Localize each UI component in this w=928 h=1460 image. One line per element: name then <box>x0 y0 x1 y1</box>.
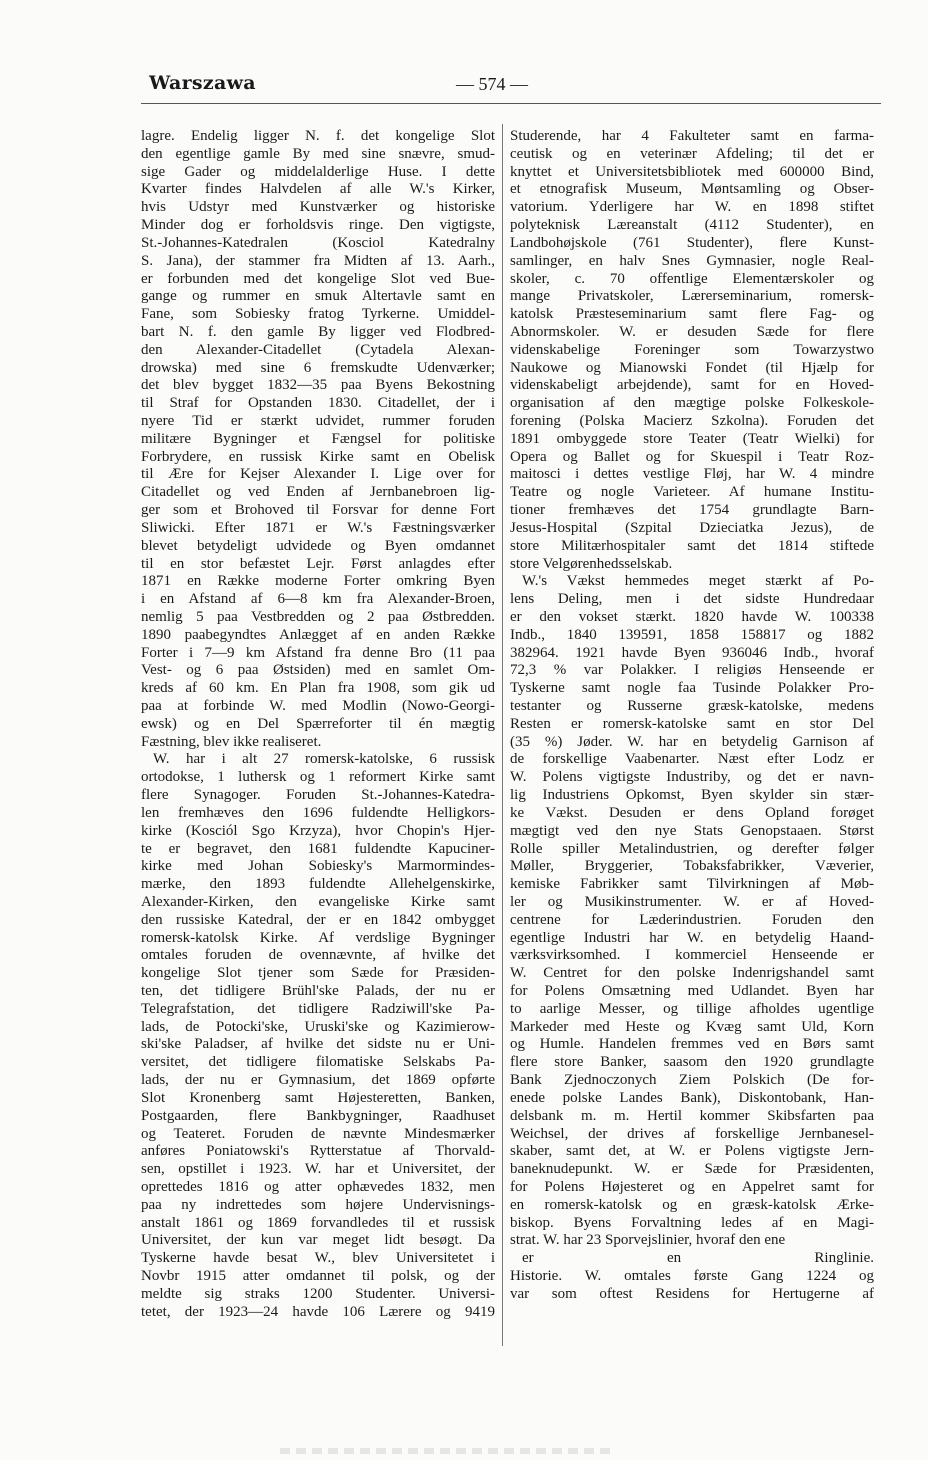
text-line: Studerende, har 4 Fakulteter samt en farma- <box>510 128 874 144</box>
text-line: det blev bygget 1832—35 paa Byens Bekostning <box>141 377 495 394</box>
text-line: Slot Kronenberg samt Højesteretten, Banken, <box>141 1089 495 1106</box>
text-line: Indb., 1840 139591, 1858 158817 og 1882 <box>510 626 874 643</box>
text-line: ewsk) og en Del Spærreforter til én mægtig <box>141 715 495 732</box>
text-line: skoler, c. 70 offentlige Elementærskoler og <box>510 270 874 287</box>
text-line: S. Jana), der stammer fra Midten af 13. Aarh., <box>141 252 495 269</box>
text-line: Forter i 7—9 km Afstand fra denne Bro (11 paa <box>141 644 495 661</box>
text-line: Minder dog er forholdsvis ringe. Den vigtigste, <box>141 217 495 234</box>
text-line: lads, de Potocki'ske, Uruski'ske og Kazimierow- <box>141 1018 495 1035</box>
header-rule <box>141 103 881 104</box>
text-line: flere Synagoger. Foruden St.-Johannes-Katedra- <box>141 787 495 804</box>
text-line: sige Gader og middelalderlige Huse. I dette <box>141 163 495 180</box>
text-line: polyteknisk Læreanstalt (4112 Studenter), en <box>510 217 874 234</box>
text-line: Rolle spiller Metalindustrien, og derefter følger <box>510 840 874 857</box>
text-line: bart N. f. den gamle By ligger ved Flodbred- <box>141 323 495 340</box>
paragraph-start-line: W. har i alt 27 romersk-katolske, 6 russisk <box>153 751 495 768</box>
text-line: omtales foruden de ovennævnte, af hvilke det <box>141 947 495 964</box>
text-line: oprettedes 1816 og atter ophævedes 1832, men <box>141 1178 495 1195</box>
page-title: Warszawa <box>149 72 256 94</box>
text-line: 1871 en Række moderne Forter omkring Byen <box>141 573 495 590</box>
text-line: baneknudepunkt. W. er Sæde for Præsidenten, <box>510 1161 874 1178</box>
paragraph-start-line: W.'s Vækst hemmedes meget stærkt af Po- <box>522 573 874 590</box>
text-line: i en Afstand af 6—8 km fra Alexander-Broen, <box>141 591 495 608</box>
text-line: for Polens Højesteret og en Appelret samt for <box>510 1178 874 1195</box>
text-line: kreds af 60 km. En Plan fra 1908, som gik ud <box>141 680 495 697</box>
text-line: videnskabeligt arbejdende), samt for en Hoved- <box>510 377 874 394</box>
text-line: lens Deling, men i det sidste Hundredaar <box>510 591 874 608</box>
text-line: W. Centret for den polske Indenrigshandel samt <box>510 965 874 982</box>
text-line: katolsk Præsteseminarium samt flere Fag- og <box>510 306 874 323</box>
running-head <box>141 70 881 100</box>
text-line: maitosci i dettes vestlige Fløj, har W. 4 mindre <box>510 466 874 483</box>
text-line: 72,3 % var Polakker. I religiøs Henseende er <box>510 662 874 679</box>
column-divider <box>502 124 503 1346</box>
text-line: skaber, samt det, at W. er Polens vigtigste Jern- <box>510 1143 874 1160</box>
text-line: 1891 ombyggede store Teater (Teatr Wielki) for <box>510 430 874 447</box>
text-line: paa ny indrettedes som højere Undervisnings- <box>141 1196 495 1213</box>
text-line: værksvirksomhed. I kommerciel Henseende er <box>510 947 874 964</box>
page-number: — 574 — <box>456 74 528 94</box>
text-line: Abnormskoler. W. er desuden Sæde for flere <box>510 323 874 340</box>
text-line: en romersk-katolsk og en græsk-katolsk Ærke- <box>510 1196 874 1213</box>
text-line: biskop. Byens Forvaltning ledes af en Magi- <box>510 1214 874 1231</box>
text-line: vatorium. Yderligere har W. en 1898 stiftet <box>510 199 874 216</box>
text-line: Tyskerne havde besat W., blev Universitetet i <box>141 1250 495 1267</box>
text-line: Fæstning, blev ikke realiseret. <box>141 733 322 750</box>
text-line: de forskellige Vaabenarter. Næst efter Lodz er <box>510 751 874 768</box>
text-line: Citadellet og ved Enden af Jernbanebroen lig- <box>141 484 495 501</box>
text-line: mange Privatskoler, Lærerseminarium, romersk- <box>510 288 874 305</box>
text-line: Weichsel, der drives af forskellige Jernbanesel- <box>510 1125 874 1142</box>
text-line: til en stor befæstet Lejr. Først anlagdes efter <box>141 555 495 572</box>
text-line: enede polske Landes Bank), Diskontobank, Han- <box>510 1089 874 1106</box>
text-line: Naukowe og Mianowski Fondet (til Hjælp for <box>510 359 874 376</box>
text-line: ten, det tidligere Brühl'ske Palads, der nu er <box>141 983 495 999</box>
text-line: tioner fremhæves det 1754 grundlagte Barn- <box>510 502 874 519</box>
text-line: egentlige Industri har W. en betydelig Haand- <box>510 929 874 946</box>
text-line: Historie. W. omtales første Gang 1224 og <box>510 1268 874 1284</box>
text-line: testanter og Russerne græsk-katolske, medens <box>510 698 874 714</box>
text-line: nyere Tid er stærkt udvidet, rummer foruden <box>141 413 495 429</box>
text-line: paa at forbinde W. med Modlin (Nowo-Georgi- <box>141 698 495 714</box>
text-line: strat. W. har 23 Sporvejslinier, hvoraf den ene <box>510 1232 786 1249</box>
text-line: videnskabelige Foreninger som Towarzystwo <box>510 341 874 358</box>
text-line: kirke med Johan Sobiesky's Marmormindes- <box>141 858 495 875</box>
text-line: Vest- og 6 paa Østsiden) med en samlet Om- <box>141 662 495 679</box>
text-line: versitet, det tidligere filomatiske Selskabs Pa- <box>141 1054 495 1071</box>
text-line: Resten er romersk-katolske samt en stor Del <box>510 715 874 732</box>
text-line: store Militærhospitaler samt det 1814 stiftede <box>510 537 874 554</box>
text-line: gange og rummer en smuk Altertavle samt en <box>141 288 495 305</box>
text-line: tetet, der 1923—24 havde 106 Lærere og 9419 <box>141 1303 495 1320</box>
text-line: delsbank m. m. Hertil kommer Skibsfarten paa <box>510 1107 874 1124</box>
bleed-through-smudge <box>280 1448 610 1454</box>
text-line: og Teateret. Foruden de nævnte Mindesmærker <box>141 1125 495 1142</box>
text-line: samlinger, en halv Snes Gymnasier, nogle Real- <box>510 252 874 269</box>
text-line: anføres Poniatowski's Rytterstatue af Thorvald- <box>141 1143 495 1160</box>
text-line: til Ære for Kejser Alexander I. Lige over for <box>141 466 495 483</box>
text-line: nemlig 5 paa Vestbredden og 2 paa Østbredden. <box>141 608 495 625</box>
text-line: lig Industriens Opkomst, Byen skylder sin stær- <box>510 787 874 804</box>
text-line: drowska) med sine 6 fremskudte Udenværker; <box>141 359 495 376</box>
text-line: ortodokse, 1 luthersk og 1 reformert Kirke samt <box>141 769 495 786</box>
text-line: lads, der nu er Gymnasium, det 1869 opførte <box>141 1072 495 1089</box>
text-line: militære Bygninger et Fængsel for politiske <box>141 430 495 447</box>
text-line: te er begravet, den 1681 fuldendte Kapuciner- <box>141 840 495 857</box>
text-line: for Polens Omsætning med Udlandet. Byen har <box>510 983 874 999</box>
text-line: kongelige Slot tjener som Sæde for Præsiden- <box>141 965 495 982</box>
text-line: lagre. Endelig ligger N. f. det kongelige Slot <box>141 128 495 144</box>
text-line: flere store Banker, saasom den 1920 grundlagte <box>510 1054 874 1071</box>
text-line: Forbrydere, en russisk Kirke samt en Obelisk <box>141 448 495 465</box>
right-column <box>510 128 874 1304</box>
text-line: ger som et Brohoved til Forsvar for denne Fort <box>141 502 495 519</box>
text-line: 1890 paabegyndtes Anlægget af en anden Række <box>141 626 495 643</box>
text-line: er forbunden med det kongelige Slot ved Bue- <box>141 270 495 287</box>
text-line: ski'ske Paladser, af hvilke det sidste nu er Uni- <box>141 1036 495 1053</box>
text-line: knyttet et Universitetsbibliotek med 600000 Bind, <box>510 163 874 180</box>
text-line: og Humle. Handelen fremmes ved en Børs samt <box>510 1036 874 1053</box>
text-line: ler og Musikinstrumenter. W. er af Hoved- <box>510 893 874 910</box>
text-line: centrene for Læderindustrien. Foruden den <box>510 911 874 928</box>
text-line: Universitet, der kun var meget lidt besøgt. Da <box>141 1232 495 1249</box>
text-line: Tyskerne samt nogle faa Tusinde Polakker Pro- <box>510 680 874 697</box>
text-line: Bank Zjednoczonych Ziem Polskich (De for- <box>510 1072 874 1089</box>
text-line: to aarlige Messer, og tillige afholdes ugentlige <box>510 1000 874 1017</box>
text-line: anstalt 1861 og 1869 forvandledes til et russisk <box>141 1214 495 1231</box>
text-line: den russiske Katedral, der er en 1842 ombygget <box>141 911 495 928</box>
text-line: W. Polens vigtigste Industriby, og det er navn- <box>510 769 874 786</box>
text-line: mærke, den 1893 fuldendte Allehelgenskirke, <box>141 876 495 893</box>
text-line: Novbr 1915 atter omdannet til polsk, og der <box>141 1268 495 1284</box>
text-line: Møller, Bryggerier, Tobaksfabrikker, Væverier, <box>510 858 874 875</box>
text-line: organisation af den mægtige polske Folkeskole- <box>510 395 874 412</box>
text-line: var som oftest Residens for Hertugerne af <box>510 1285 874 1302</box>
text-line: til Straf for Opstanden 1830. Citadellet, der i <box>141 395 495 412</box>
text-line: Jesus-Hospital (Szpital Dzieciatka Jezus), de <box>510 519 874 536</box>
text-line: kirke (Kosciól Sgo Krzyza), hvor Chopin's Hjer- <box>141 822 495 839</box>
text-line: store Velgørenhedsselskab. <box>510 555 673 572</box>
text-line: Teatre og nogle Varieteer. Af humane Institu- <box>510 484 874 501</box>
text-line: et etnografisk Museum, Møntsamling og Obser- <box>510 181 874 198</box>
text-line: den Alexander-Citadellet (Cytadela Alexan- <box>141 341 495 358</box>
text-line: Landbohøjskole (761 Studenter), flere Kunst- <box>510 234 874 251</box>
text-line: forening (Polska Macierz Szkolna). Foruden det <box>510 413 874 429</box>
text-line: blevet betydeligt udvidede og Byen omdannet <box>141 537 495 554</box>
text-line: Sliwicki. Efter 1871 er W.'s Fæstningsværker <box>141 519 495 536</box>
text-line: St.-Johannes-Katedralen (Kosciol Katedralny <box>141 234 495 251</box>
text-line: romersk-katolsk Kirke. Af verdslige Bygninger <box>141 929 495 946</box>
text-line: (35 %) Jøder. W. har en betydelig Garnison af <box>510 733 874 750</box>
text-line: Markeder med Heste og Kvæg samt Uld, Korn <box>510 1018 874 1035</box>
text-line: len fremhæves den 1696 fuldendte Helligkors- <box>141 804 495 821</box>
text-line: Postgaarden, flere Bankbygninger, Raadhuset <box>141 1107 495 1124</box>
text-line: Fane, som Sobiesky fratog Tyrkerne. Umiddel- <box>141 306 495 323</box>
text-line: hvis Udstyr med Kunstværker og historiske <box>141 199 495 216</box>
text-line: Alexander-Kirken, den evangeliske Kirke samt <box>141 893 495 910</box>
text-line: er den vokset stærkt. 1820 havde W. 100338 <box>510 608 874 625</box>
text-line: meldte sig straks 1200 Studenter. Universi- <box>141 1285 495 1302</box>
text-line: den egentlige gamle By med sine snævre, smud- <box>141 145 495 162</box>
paragraph-start-line: er en Ringlinie. <box>522 1250 874 1267</box>
text-line: mægtigt ved den nye Stats Genopstaaen. Størst <box>510 822 874 839</box>
text-line: 382964. 1921 havde Byen 936046 Indb., hvoraf <box>510 644 874 661</box>
text-line: Telegrafstation, det tidligere Radziwill'ske Pa- <box>141 1000 495 1017</box>
text-line: kemiske Fabrikker samt Tilvirkningen af Møb- <box>510 876 874 893</box>
text-line: sen, opstillet i 1923. W. har et Universitet, der <box>141 1161 495 1178</box>
text-line: Opera og Ballet og for Skuespil i Teatr Roz- <box>510 448 874 465</box>
text-line: ke Vækst. Desuden er dens Opland forøget <box>510 804 874 821</box>
left-column <box>141 128 495 1321</box>
text-line: Kvarter findes Halvdelen af alle W.'s Kirker, <box>141 181 495 198</box>
text-line: ceutisk og en veterinær Afdeling; til det er <box>510 145 874 162</box>
